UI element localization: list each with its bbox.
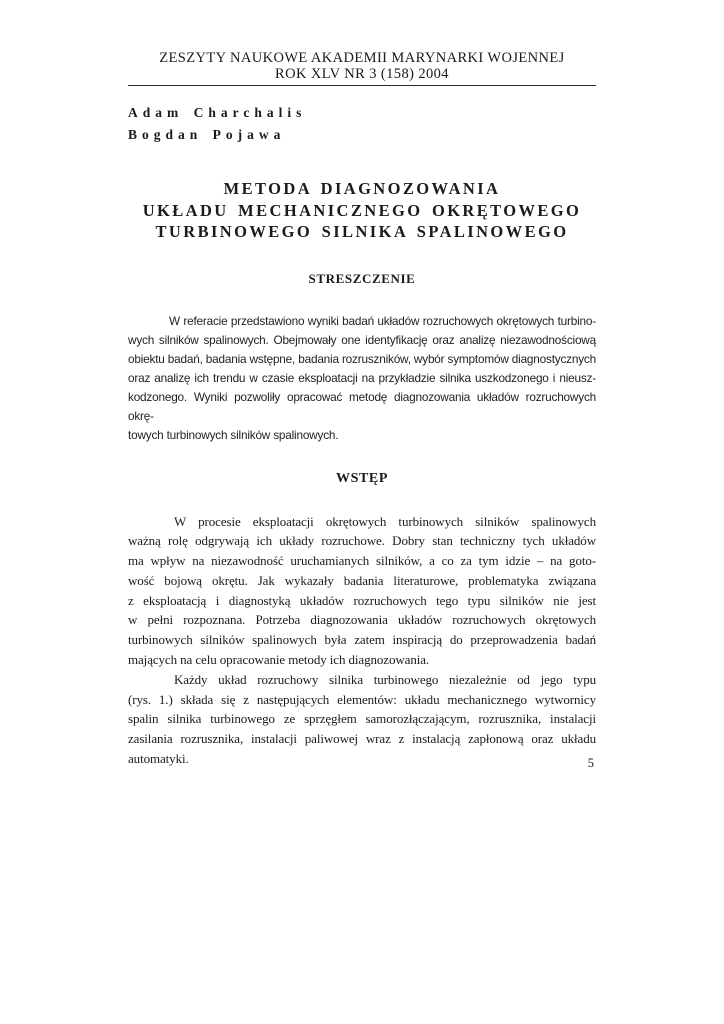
text-line: turbinowych silników spalinowych była zatem inspiracją do przeprowadzenia badań xyxy=(128,632,596,648)
text-line: (rys. 1.) składa się z następujących elementów: układu mechanicznego wytwornicy xyxy=(128,691,596,707)
page-content xyxy=(128,0,596,769)
journal-name: ZESZYTY NAUKOWE AKADEMII MARYNARKI WOJENNEJ xyxy=(159,50,565,66)
text-line: UKŁADU MECHANICZNEGO OKRĘTOWEGO xyxy=(142,200,582,220)
text-line: automatyki. xyxy=(128,751,189,767)
text-line: spalin silnika turbinowego ze sprzęgłem samorozłączającym, rozrusznika, instalacji xyxy=(128,711,596,727)
text-line: kodzonego. Wyniki pozwoliły opracować metodę diagnozowania układów rozruchowych okrę- xyxy=(128,389,596,423)
journal-issue: ROK XLV NR 3 (158) 2004 xyxy=(275,66,449,82)
text-line: Każdy układ rozruchowy silnika turbinowego niezależnie od jego typu xyxy=(174,671,596,687)
text-line: W procesie eksploatacji okrętowych turbinowych silników spalinowych xyxy=(174,513,596,529)
text-line: ważną rolę odgrywają ich układy rozruchowe. Dobry stan techniczny tych układów xyxy=(128,533,596,549)
text-line: W referacie przedstawiono wyniki badań układów rozruchowych okrętowych turbino- xyxy=(169,313,596,328)
author-name: Adam Charchalis xyxy=(128,105,307,120)
abstract-paragraph xyxy=(128,312,596,445)
article-title xyxy=(128,178,596,243)
intro-paragraph-1 xyxy=(128,512,596,670)
author-name: Bogdan Pojawa xyxy=(128,127,286,142)
abstract-heading: STRESZCZENIE xyxy=(308,270,416,286)
intro-paragraph-2 xyxy=(128,670,596,769)
text-line: METODA DIAGNOZOWANIA xyxy=(223,179,501,198)
text-line: z eksploatacją i diagnostyką układów rozruchowych tego typu silników nie jest xyxy=(128,592,596,608)
text-line: ma wpływ na niezawodność uruchamianych silników, a co za tym idzie – na goto- xyxy=(128,553,596,569)
text-line: towych turbinowych silników spalinowych. xyxy=(128,427,339,442)
text-line: w pełni rozpoznana. Potrzeba diagnozowania układów rozruchowych okrętowych xyxy=(128,612,596,628)
intro-heading: WSTĘP xyxy=(335,470,388,486)
text-line: wych silników spalinowych. Obejmowały one identyfikację oraz analizę niezawodnościową xyxy=(128,332,596,347)
text-line: zasilania rozrusznika, instalacji paliwowej wraz z instalacją zapłonową oraz układu xyxy=(128,731,596,747)
text-line: oraz analizę ich trendu w czasie eksploatacji na przykładzie silnika uszkodzonego i nieusz- xyxy=(128,370,596,385)
page-number: 5 xyxy=(587,756,594,770)
text-line: mających na celu opracowanie metody ich diagnozowania. xyxy=(128,652,430,668)
authors-block xyxy=(128,102,596,146)
text-line: obiektu badań, badania wstępne, badania rozruszników, wybór symptomów diagnostycznych xyxy=(128,351,596,366)
journal-masthead xyxy=(128,50,596,86)
text-line: wość bojową okrętu. Jak wykazały badania literaturowe, problematyka związana xyxy=(128,572,596,588)
text-line: TURBINOWEGO SILNIKA SPALINOWEGO xyxy=(155,222,569,241)
